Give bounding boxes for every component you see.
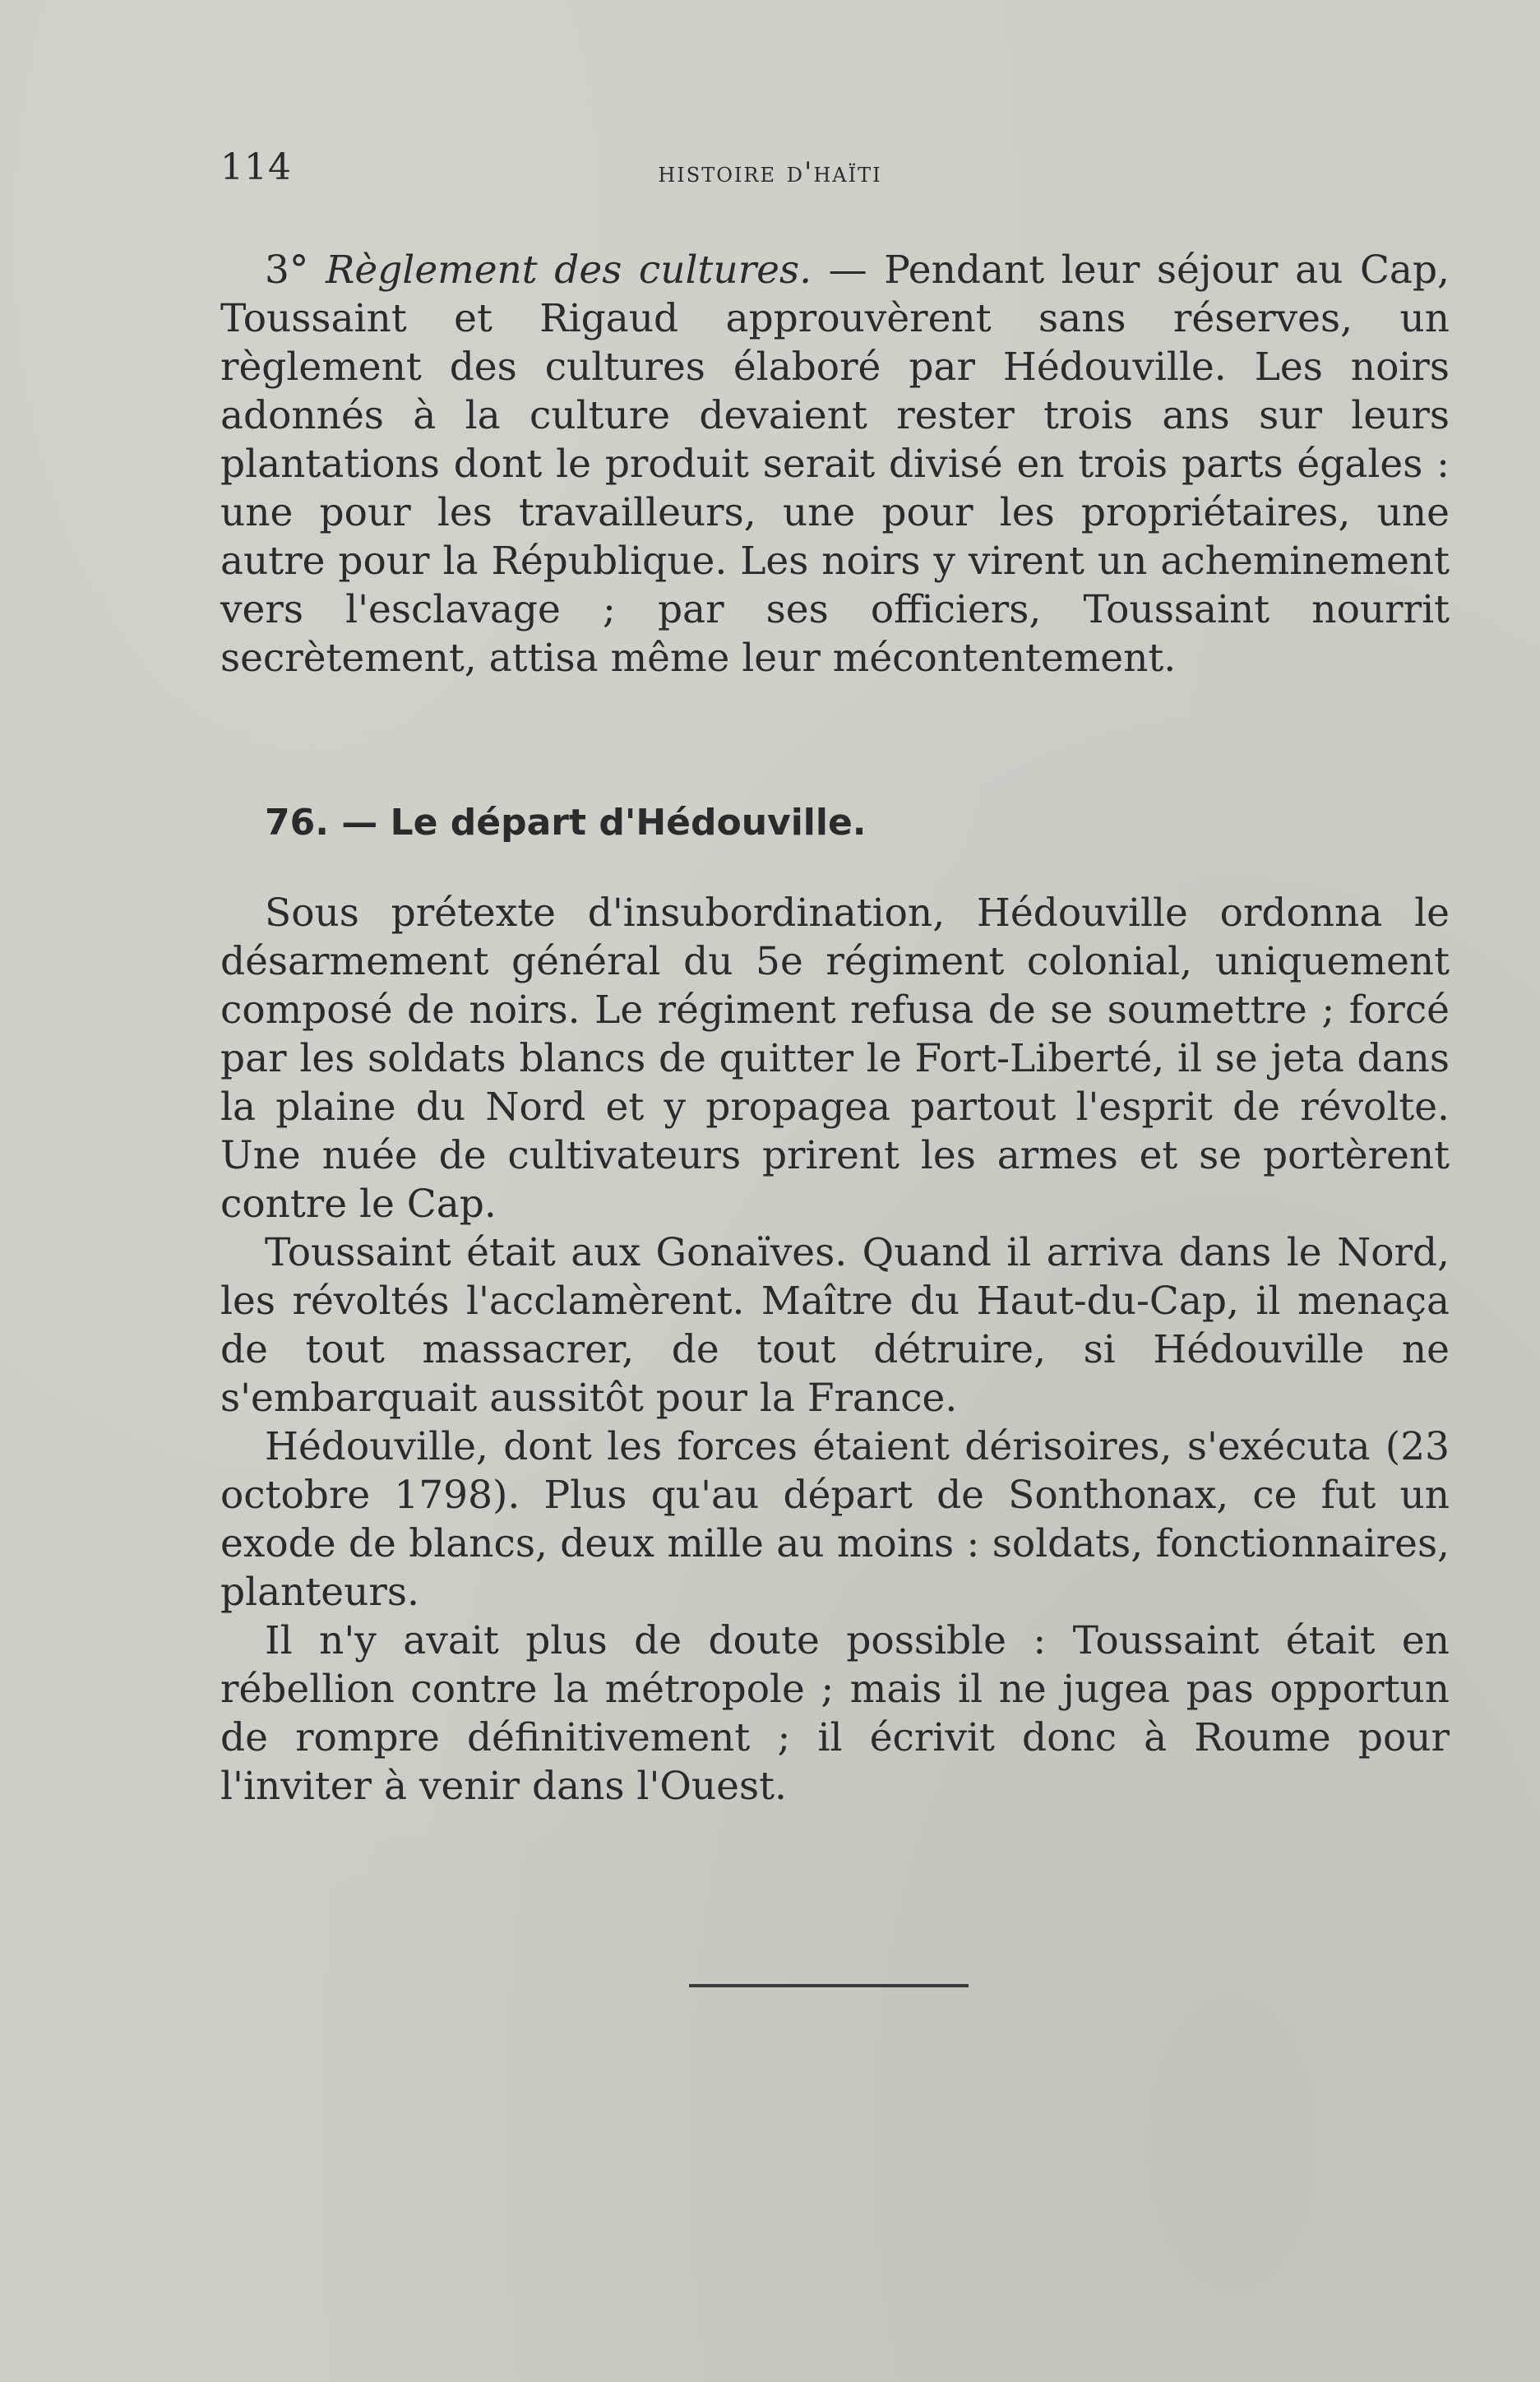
body-paragraph: Toussaint était aux Gonaïves. Quand il arriva dans le Nord, les révoltés l'acclamèrent. Maître du Haut-du-Cap, il menaça de tout massacrer, de tout détruire, si Hédouville ne s'embarquait aussitôt pour la France.	[220, 1230, 1450, 1421]
body-paragraph: Hédouville, dont les forces étaient dérisoires, s'exécuta (23 octobre 1798). Plus qu'au départ de Sonthonax, ce fut un exode de blancs, deux mille au moins : soldats, fonctionnaires, planteurs.	[220, 1424, 1450, 1615]
section-heading: 76. — Le départ d'Hédouville.	[265, 802, 867, 844]
body-paragraph: Il n'y avait plus de doute possible : Toussaint était en rébellion contre la métropole ; mais il ne jugea pas opportun de rompre définitivement ; il écrivit donc à Roume pour l'inviter à venir dans l'Ouest.	[220, 1618, 1450, 1809]
intro-text: — Pendant leur séjour au Cap, Toussaint et Rigaud approuvèrent sans réserves, un règlement des cultures élaboré par Hédouville. Les noirs adonnés à la culture devaient rester trois ans sur leurs plantations dont le produit serait divisé en trois parts égales : une pour les travailleurs, une pour les propriétaires, une autre pour la République. Les noirs y virent un acheminement vers l'esclavage ; par ses officiers, Toussaint nourrit secrètement, attisa même leur mécontentement.	[220, 247, 1450, 681]
footer-rule	[689, 1984, 969, 1987]
item-title: Règlement des cultures.	[326, 247, 812, 293]
running-title: histoire d'haïti	[658, 156, 882, 189]
page-number: 114	[220, 146, 292, 188]
section-body	[220, 889, 1450, 1811]
intro-block	[220, 246, 1450, 682]
intro-paragraph	[220, 246, 1450, 682]
body-paragraph: Sous prétexte d'insubordination, Hédouville ordonna le désarmement général du 5e régiment colonial, uniquement composé de noirs. Le régiment refusa de se soumettre ; forcé par les soldats blancs de quitter le Fort-Liberté, il se jeta dans la plaine du Nord et y propagea partout l'esprit de révolte. Une nuée de cultivateurs prirent les armes et se portèrent contre le Cap.	[220, 890, 1450, 1227]
item-number: 3°	[265, 247, 309, 293]
